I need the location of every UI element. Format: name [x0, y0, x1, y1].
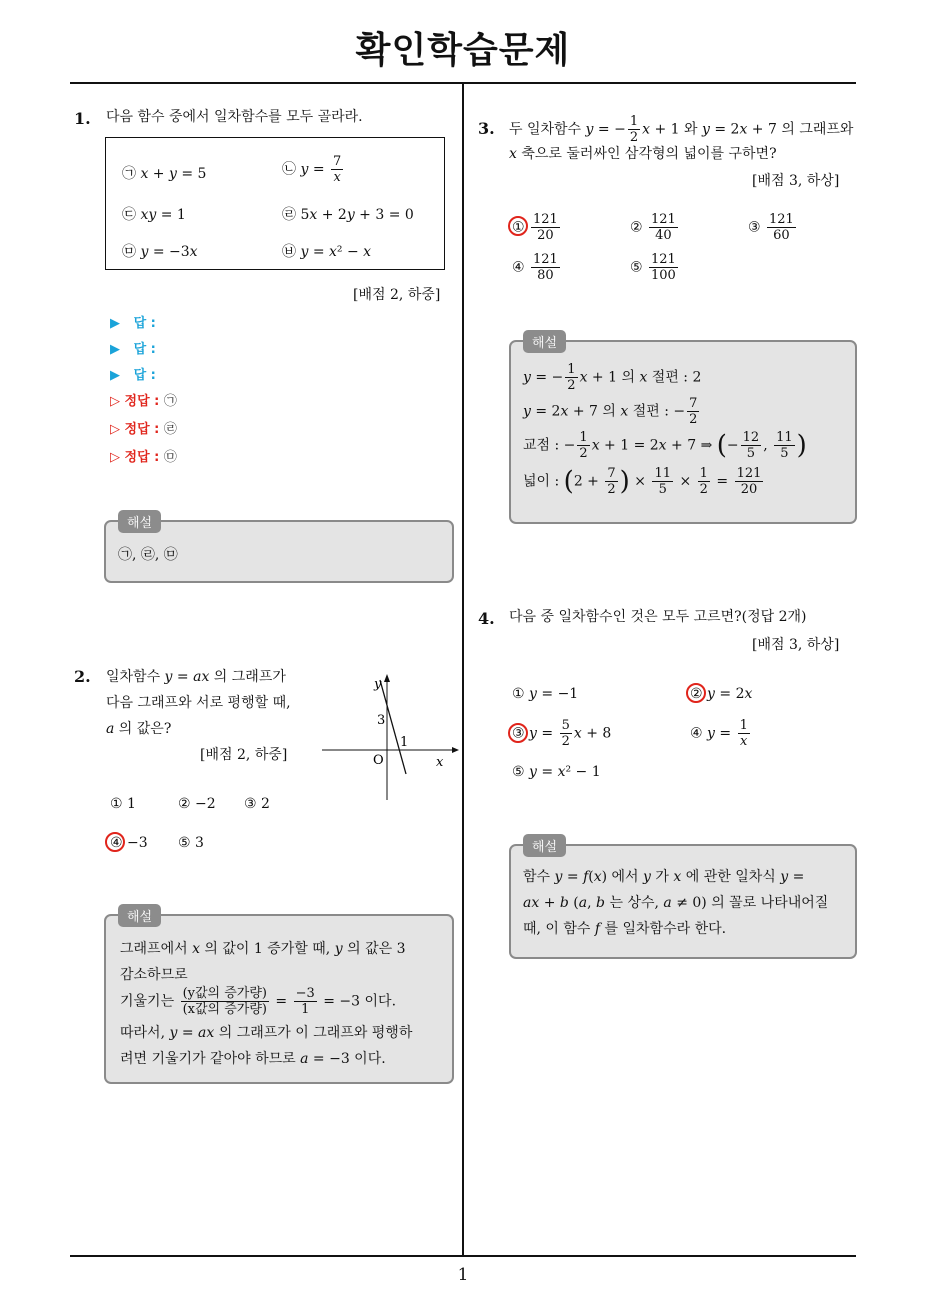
q4-solution-box: [509, 844, 857, 959]
column-divider: [462, 84, 464, 1256]
q2-choice-5[interactable]: ⑤ 3: [178, 835, 204, 851]
q1-answer-2[interactable]: ▶ 답 :: [110, 342, 156, 357]
q3-choice-3[interactable]: ③ $\frac{121}{60}$: [748, 212, 794, 243]
q2-graph-y-label: y: [374, 677, 382, 692]
q3-choice-1[interactable]: ① $\frac{121}{20}$: [512, 212, 558, 243]
q2-graph: [322, 672, 460, 802]
q4-selected-mark-1: [686, 683, 706, 703]
q4-choice-3[interactable]: ③ y = $\frac{5}{2}$ x + 8: [512, 718, 612, 749]
q1-correct-2: ▷ 정답 : ㉣: [110, 422, 177, 437]
q4-choice-1[interactable]: ① y = −1: [512, 686, 579, 702]
q1-choice-6[interactable]: ㉥ y = x² − x: [282, 244, 372, 260]
q1-choice-2[interactable]: ㉡ y = $\frac{7}{x}$: [282, 154, 342, 185]
q3-choice-4[interactable]: ④ $\frac{121}{80}$: [512, 252, 558, 283]
q1-choice-3[interactable]: ㉢ xy = 1: [122, 207, 186, 223]
q2-choice-2[interactable]: ② −2: [178, 796, 216, 812]
q3-selected-mark: [508, 216, 528, 236]
q2-graph-origin: O: [373, 753, 384, 768]
q1-answer-3[interactable]: ▶ 답 :: [110, 368, 156, 383]
q2-solution-line-4: 따라서, y = ax 의 그래프가 이 그래프와 평행하: [120, 1025, 413, 1041]
q4-text: 다음 중 일차함수인 것은 모두 고르면?(정답 2개): [509, 609, 807, 625]
q3-solution-line-4: 넓이 : (2 + $\frac{7}{2}$ ) × $\frac{11}{5}$ × $\frac{1}{2}$ = $\frac{121}{20}$: [523, 466, 762, 497]
q2-graph-y-intercept: 3: [377, 713, 386, 728]
q2-text-line-2: 다음 그래프와 서로 평행할 때,: [106, 695, 291, 711]
q4-choice-2[interactable]: ② y = 2x: [690, 686, 753, 702]
q2-solution-line-5: 려면 기울기가 같아야 하므로 a = −3 이다.: [120, 1051, 386, 1067]
q4-solution-line-1: 함수 y = f(x) 에서 y 가 x 에 관한 일차식 y =: [523, 869, 805, 885]
q2-solution-tag: 해설: [118, 904, 161, 927]
q2-number: 2.: [74, 667, 91, 686]
q3-solution-line-3: 교점 : − $\frac{1}{2}$ x + 1 = 2x + 7 ⇒ (− $\frac{12}{5}$ , $\frac{11}{5}$ ): [523, 430, 807, 461]
q2-solution-line-1: 그래프에서 x 의 값이 1 증가할 때, y 의 값은 3: [120, 941, 406, 957]
q4-choice-4[interactable]: ④ y = $\frac{1}{x}$: [690, 718, 748, 749]
q4-solution-line-3: 때, 이 함수 f 를 일차함수라 한다.: [523, 921, 727, 937]
q3-source: [배점 3, 하상]: [752, 173, 840, 189]
q2-graph-x-label: x: [436, 755, 444, 770]
q1-solution-tag: 해설: [118, 510, 161, 533]
q4-solution-tag: 해설: [523, 834, 566, 857]
q1-answer-1[interactable]: ▶ 답 :: [110, 316, 156, 331]
page-title: 확인학습문제: [355, 30, 571, 71]
q3-solution-line-2: y = 2x + 7 의 x 절편 : − $\frac{7}{2}$: [523, 396, 698, 427]
q1-choice-5[interactable]: ㉤ y = −3x: [122, 244, 198, 260]
q1-text: 다음 함수 중에서 일차함수를 모두 골라라.: [106, 109, 363, 125]
q1-correct-3: ▷ 정답 : ㉤: [110, 450, 177, 465]
q2-solution-line-3: 기울기는 $\frac{\text{(y값의 증가량)}}{\text{(x값의 증가량)}}$ = $\frac{-3}{1}$ = −3 이다.: [120, 986, 397, 1017]
q2-solution-box: [104, 914, 454, 1084]
q3-text-line-2: x 축으로 둘러싸인 삼각형의 넓이를 구하면?: [509, 146, 777, 162]
q4-solution-line-2: ax + b (a, b 는 상수, a ≠ 0) 의 꼴로 나타내어질: [523, 895, 829, 911]
q2-choice-4[interactable]: ④ −3: [110, 835, 148, 851]
q4-source: [배점 3, 하상]: [752, 637, 840, 653]
q3-number: 3.: [478, 119, 495, 138]
q3-choice-2[interactable]: ② $\frac{121}{40}$: [630, 212, 676, 243]
q2-source: [배점 2, 하중]: [200, 747, 288, 763]
q3-choice-5[interactable]: ⑤ $\frac{121}{100}$: [630, 252, 676, 283]
q2-selected-mark: [105, 832, 125, 852]
q1-choice-1[interactable]: ㉠ x + y = 5: [122, 166, 207, 182]
q1-solution-text: ㉠, ㉣, ㉤: [118, 547, 178, 563]
q2-text-line-3: a 의 값은?: [106, 721, 172, 737]
q3-solution-line-1: y = − $\frac{1}{2}$ x + 1 의 x 절편 : 2: [523, 362, 702, 393]
q1-correct-1: ▷ 정답 : ㉠: [110, 394, 177, 409]
q1-source: [배점 2, 하중]: [353, 287, 441, 303]
q3-solution-box: [509, 340, 857, 524]
q3-solution-tag: 해설: [523, 330, 566, 353]
q2-choice-3[interactable]: ③ 2: [244, 796, 270, 812]
q2-text-line-1: 일차함수 y = ax 의 그래프가: [106, 669, 286, 685]
q4-selected-mark-2: [508, 723, 528, 743]
q1-number: 1.: [74, 109, 91, 128]
q2-solution-line-2: 감소하므로: [120, 967, 188, 983]
q4-choice-5[interactable]: ⑤ y = x² − 1: [512, 764, 601, 780]
bottom-rule: [70, 1255, 856, 1257]
q4-number: 4.: [478, 609, 495, 628]
q1-choices-box: [105, 137, 445, 270]
q3-text-line-1: 두 일차함수 y = − $\frac{1}{2}$ x + 1 와 y = 2x + 7 의 그래프와: [509, 114, 854, 145]
q2-graph-x-intercept: 1: [400, 735, 409, 750]
q1-choice-4[interactable]: ㉣ 5x + 2y + 3 = 0: [282, 207, 414, 223]
page-number: 1: [457, 1265, 469, 1285]
q2-choice-1[interactable]: ① 1: [110, 796, 136, 812]
